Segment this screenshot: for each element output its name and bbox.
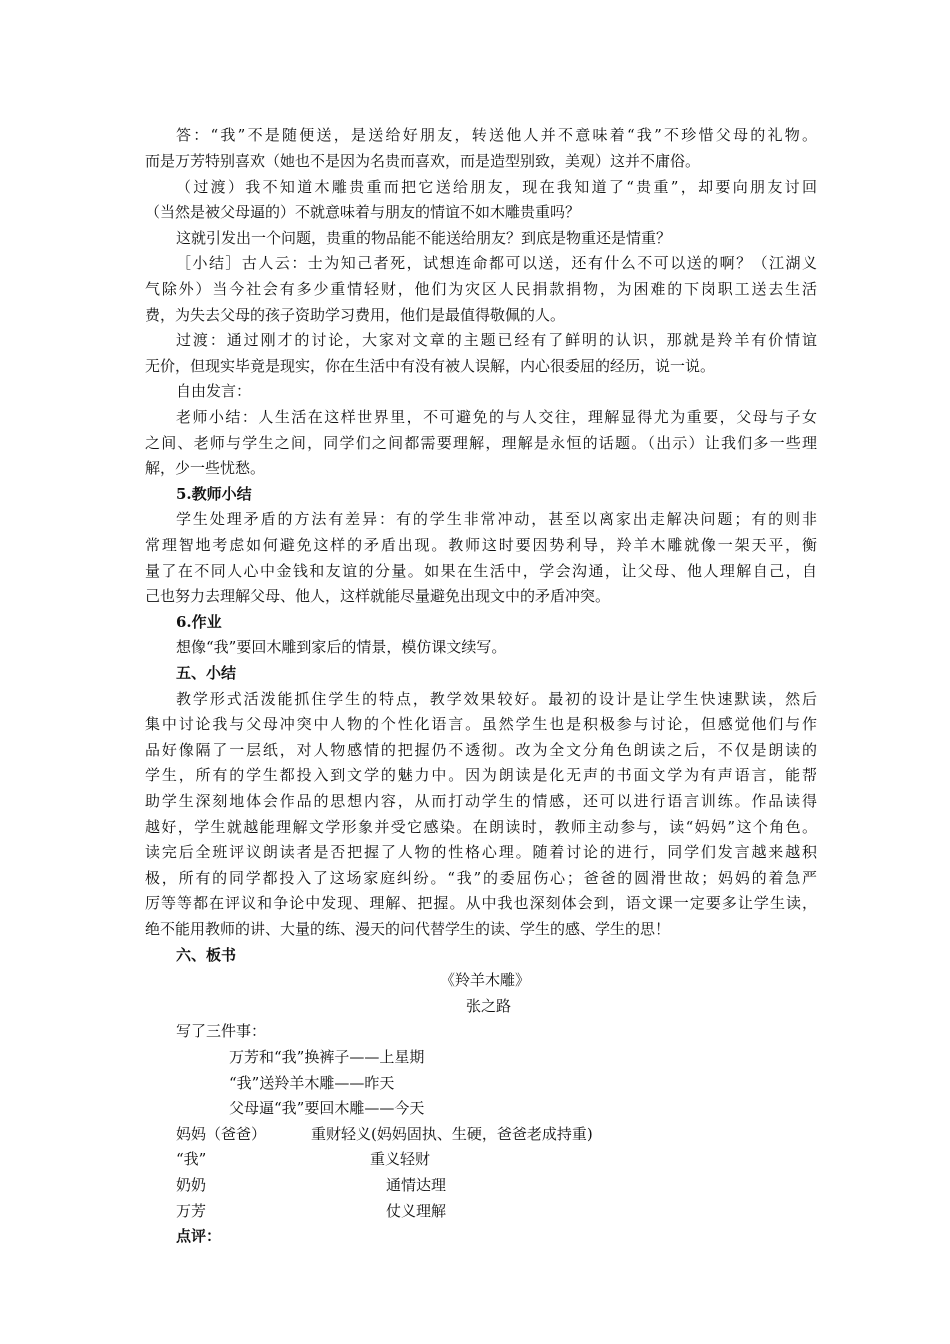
- text-line: 品好像隔了一层纸，对人物感情的把握仍不透彻。改为全文分角色朗读之后，不仅是朗读的: [145, 741, 817, 759]
- text-line: “我”: [176, 1150, 207, 1168]
- text-line: 学生处理矛盾的方法有差异：有的学生非常冲动，甚至以离家出走解决问题；有的则非: [176, 510, 817, 528]
- text-line: 无价，但现实毕竟是现实，你在生活中有没有被人误解，内心很委屈的经历，说一说。: [145, 357, 716, 375]
- text-line: 之间、老师与学生之间，同学们之间都需要理解，理解是永恒的话题。（出示）让我们多一些理: [145, 434, 817, 452]
- text-line: 通情达理: [386, 1176, 447, 1194]
- board-title: 《羚羊木雕》: [440, 971, 531, 989]
- text-line: 自由发言：: [176, 382, 252, 400]
- text-line: 过渡：通过刚才的讨论，大家对文章的主题已经有了鲜明的认识，那就是羚羊有价情谊: [176, 331, 817, 349]
- text-line: 厉等等都在评议和争论中发现、理解、把握。从中我也深刻体会到，语文课一定要多让学生读，: [145, 894, 817, 912]
- text-line: 气除外）当今社会有多少重情轻财，他们为灾区人民捐款捐物，为困难的下岗职工送去生活: [145, 280, 817, 298]
- text-line: 常理智地考虑如何避免这样的矛盾出现。教师这时要因势利导，羚羊木雕就像一架天平，衡: [145, 536, 817, 554]
- text-line: 绝不能用教师的讲、大量的练、漫天的问代替学生的读、学生的感、学生的思！: [145, 920, 671, 938]
- text-line: 而是万芳特别喜欢（她也不是因为名贵而喜欢，而是造型别致，美观）这并不庸俗。: [145, 152, 701, 170]
- text-line: 万芳: [176, 1202, 207, 1220]
- text-line: 集中讨论我与父母冲突中人物的个性化语言。虽然学生也是积极参与讨论，但感觉他们与作: [145, 715, 817, 733]
- section-heading: 6.作业: [176, 613, 222, 631]
- text-line: 万芳和“我”换裤子——上星期: [229, 1048, 425, 1066]
- text-line: （当然是被父母逼的）不就意味着与朋友的情谊不如木雕贵重吗？: [145, 203, 581, 221]
- text-line: 老师小结：人生活在这样世界里，不可避免的与人交往，理解显得尤为重要，父母与子女: [176, 408, 817, 426]
- text-line: 教学形式活泼能抓住学生的特点，教学效果较好。最初的设计是让学生快速默读，然后: [176, 690, 817, 708]
- text-line: 极，所有的同学都投入了这场家庭纠纷。“我”的委屈伤心；爸爸的圆滑世故；妈妈的着急严: [145, 869, 817, 887]
- text-line: 解，少一些忧愁。: [145, 459, 266, 477]
- text-line: 重义轻财: [370, 1150, 431, 1168]
- text-line: 仗义理解: [386, 1202, 447, 1220]
- section-heading: 点评：: [176, 1227, 222, 1245]
- text-line: 这就引发出一个问题，贵重的物品能不能送给朋友？到底是物重还是情重？: [176, 229, 672, 247]
- text-line: 量了在不同人心中金钱和友谊的分量。如果在生活中，学会沟通，让父母、他人理解自己，自: [145, 562, 817, 580]
- section-heading: 六、板书: [176, 946, 237, 964]
- text-line: “我”送羚羊木雕——昨天: [229, 1074, 395, 1092]
- text-line: 助学生深刻地体会作品的思想内容，从而打动学生的情感，还可以进行语言训练。作品读得: [145, 792, 817, 810]
- text-line: 想像“我”要回木雕到家后的情景，模仿课文续写。: [176, 638, 507, 656]
- text-line: 越好，学生就越能理解文学形象并受它感染。在朗读时，教师主动参与，读“妈妈”这个角色。: [145, 818, 817, 836]
- text-line: 答：“我”不是随便送，是送给好朋友，转送他人并不意味着“我”不珍惜父母的礼物。: [176, 126, 817, 144]
- text-line: 费，为失去父母的孩子资助学习费用，他们是最值得敬佩的人。: [145, 306, 566, 324]
- section-heading: 5.教师小结: [176, 485, 252, 503]
- text-line: 父母逼“我”要回木雕——今天: [229, 1099, 425, 1117]
- board-author: 张之路: [466, 997, 512, 1015]
- text-line: 学生，所有的学生都投入到文学的魅力中。因为朗读是化无声的书面文学为有声语言，能帮: [145, 766, 817, 784]
- text-line: （过渡）我不知道木雕贵重而把它送给朋友，现在我知道了“贵重”，却要向朋友讨回: [176, 178, 817, 196]
- text-line: ［小结］古人云：士为知己者死，试想连命都可以送，还有什么不可以送的啊？（江湖义: [176, 254, 817, 272]
- text-line: 写了三件事：: [176, 1022, 267, 1040]
- text-line: 奶奶: [176, 1176, 207, 1194]
- text-line: 己也努力去理解父母、他人，这样就能尽量避免出现文中的矛盾冲突。: [145, 587, 611, 605]
- text-line: 读完后全班评议朗读者是否把握了人物的性格心理。随着讨论的进行，同学们发言越来越积: [145, 843, 817, 861]
- text-line: 重财轻义(妈妈固执、生硬，爸爸老成持重): [311, 1125, 593, 1143]
- section-heading: 五、小结: [176, 664, 237, 682]
- text-line: 妈妈（爸爸）: [176, 1125, 267, 1143]
